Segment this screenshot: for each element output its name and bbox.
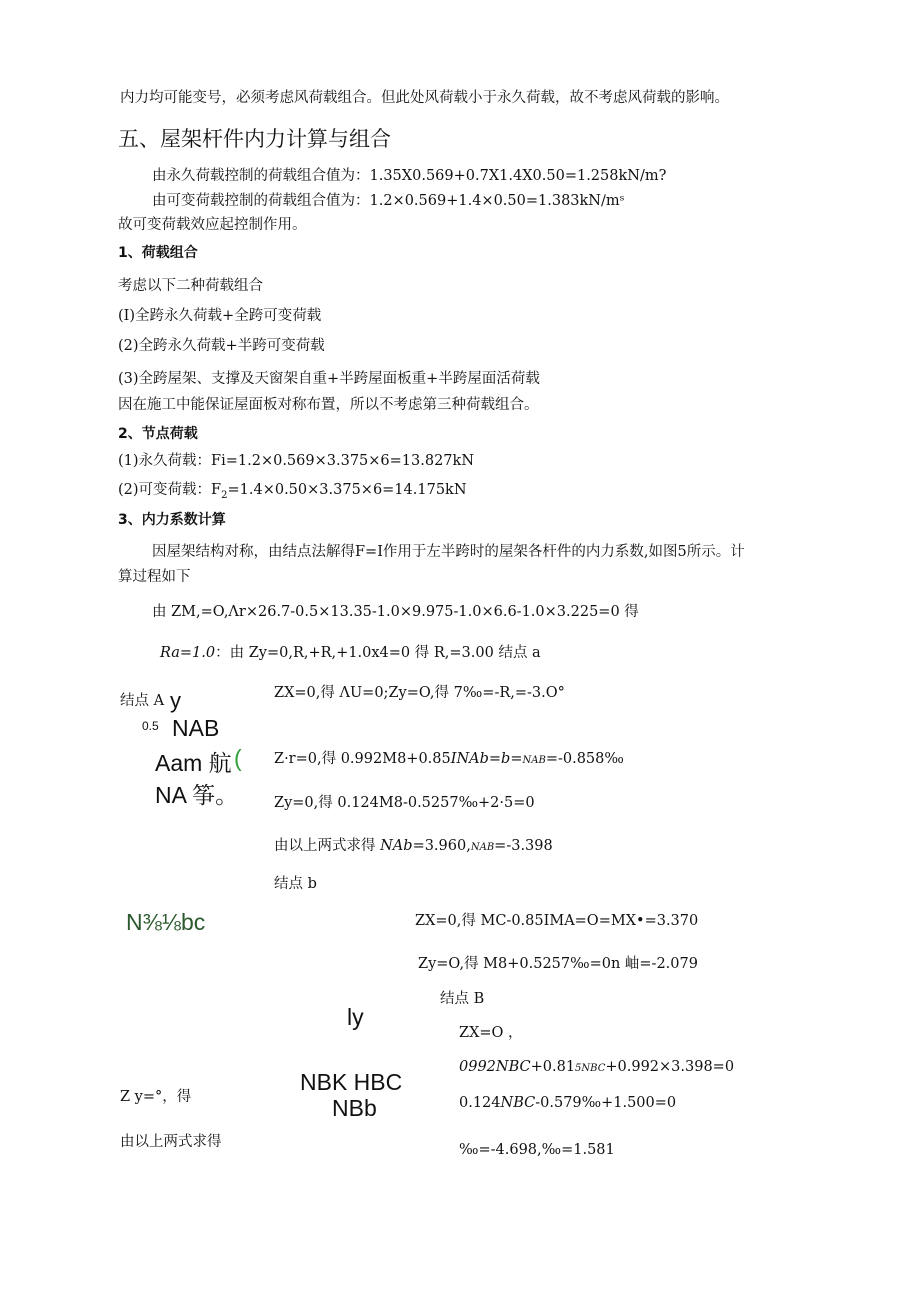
variable-load <box>118 481 467 505</box>
heading-force-coefficients: 3、内力系数计算 <box>118 512 226 528</box>
figure-nbc-label: N⅜⅛bc <box>126 909 206 935</box>
figure-ly-label: ly <box>347 1004 364 1030</box>
node-B-eq-2-i2: 5NBC <box>575 1063 606 1074</box>
node-B-eq-1: ZX=O ， <box>459 1025 523 1041</box>
figure-na-label: NA 筝。 <box>155 782 239 808</box>
variable-load-subscript: 2 <box>221 489 228 501</box>
node-a-eq-2-italic: INAb=b= <box>450 751 523 767</box>
node-B-eq-3-i: NBC <box>500 1095 536 1111</box>
node-a-result-c: =-3.398 <box>494 838 553 854</box>
node-B-eq-3 <box>459 1094 676 1112</box>
figure-nab-label: NAB <box>172 715 220 741</box>
case-1: (I)全跨永久荷载+全跨可变荷载 <box>118 308 322 324</box>
node-B-label: 结点 B <box>440 991 485 1007</box>
variable-load-a: (2)可变荷载：F <box>118 482 222 498</box>
figure-y-label: y <box>170 688 181 713</box>
node-B-eq-2-a: +0.81 <box>530 1059 576 1075</box>
consider-text: 考虑以下二种荷载组合 <box>118 278 263 294</box>
node-B-eq-3-a: 0.124 <box>459 1095 501 1111</box>
node-a-result-italic: NAb <box>380 838 413 854</box>
node-a-result <box>274 837 553 857</box>
node-a-eq-2-sub: NAB <box>522 755 546 766</box>
node-B-eq-2 <box>459 1058 734 1078</box>
intro-line: 内力均可能变号，必须考虑风荷载组合。但此处风荷载小于永久荷载，故不考虑风荷载的影响。 <box>120 90 729 106</box>
reaction-symbol: Ra=1.0 <box>160 645 216 661</box>
figure-load-value: 0.5 <box>142 719 159 733</box>
node-B-eq-3-b: -0.579‰+1.500=0 <box>535 1095 677 1111</box>
case-3-note: 因在施工中能保证屋面板对称布置，所以不考虑第三种荷载组合。 <box>118 397 539 413</box>
node-a-result-sub: NAB <box>470 842 495 853</box>
node-a-eq-3: Zy=0,得 0.124M8-0.5257‰+2·5=0 <box>274 795 535 811</box>
node-B-result: ‰=-4.698,‰=1.581 <box>459 1142 615 1158</box>
paragraph-line-1: 因屋架结构对称，由结点法解得F=I作用于左半跨时的屋架各杆件的内力系数,如图5所示。计 <box>152 544 745 560</box>
case-2: (2)全跨永久荷载+半跨可变荷载 <box>118 338 325 354</box>
permanent-load: (1)永久荷载：Fi=1.2×0.569×3.375×6=13.827kN <box>118 453 475 469</box>
combo-permanent: 由永久荷载控制的荷载组合值为：1.35X0.569+0.7X1.4X0.50=1.258kN/m? <box>152 168 667 184</box>
node-B-eq-2-b: +0.992×3.398=0 <box>605 1059 735 1075</box>
figure-paren: ( <box>234 745 242 771</box>
node-a-eq-1: ZX=0,得 ΛU=0;Zy=O,得 7‰=-R,=-3.O° <box>274 685 565 701</box>
node-a-eq-2-b: =-0.858‰ <box>545 751 624 767</box>
node-b-eq-2: Zy=O,得 M8+0.5257‰=0n 岫=-2.079 <box>418 956 698 972</box>
section-title: 五、屋架杆件内力计算与组合 <box>118 127 391 151</box>
node-b-label: 结点 b <box>274 876 317 892</box>
combo-conclusion: 故可变荷载效应起控制作用。 <box>118 217 307 233</box>
paragraph-line-2: 算过程如下 <box>118 569 191 585</box>
node-b-eq-1: ZX=0,得 MC-0.85IMA=O=MX•=3.370 <box>415 913 699 929</box>
heading-load-combination: 1、荷载组合 <box>118 245 198 261</box>
moment-equation: 由 ZM,=O,Λr×26.7-0.5×13.35-1.0×9.975-1.0×6.6-1.0×3.225=0 得 <box>152 604 639 620</box>
reaction-rest: ：由 Zy=0,R,+R,+1.0x4=0 得 R,=3.00 结点 a <box>215 645 541 661</box>
node-a-eq-2-a: Z·r=0,得 0.992M8+0.85 <box>274 751 451 767</box>
node-a-result-b: =3.960, <box>412 838 471 854</box>
case-3: (3)全跨屋架、支撑及天窗架自重+半跨屋面板重+半跨屋面活荷载 <box>118 371 540 387</box>
variable-load-b: =1.4×0.50×3.375×6=14.175kN <box>227 482 467 498</box>
reaction-equation <box>160 644 541 662</box>
node-a-result-a: 由以上两式求得 <box>274 838 381 854</box>
zy-label: Z y=°，得 <box>120 1089 192 1105</box>
figure-nbb-label: NBb <box>332 1095 377 1121</box>
node-B-eq-2-i1: 0992NBC <box>459 1059 531 1075</box>
figure-aam-label: Aam 航 <box>155 750 232 776</box>
node-a-label: 结点 A <box>120 693 165 709</box>
solve-label: 由以上两式求得 <box>120 1134 222 1150</box>
combo-variable: 由可变荷载控制的荷载组合值为：1.2×0.569+1.4×0.50=1.383kN∕mˢ <box>152 193 625 209</box>
node-a-eq-2 <box>274 750 624 770</box>
heading-node-loads: 2、节点荷载 <box>118 426 198 442</box>
figure-nbk-label: NBK HBC <box>300 1069 403 1095</box>
